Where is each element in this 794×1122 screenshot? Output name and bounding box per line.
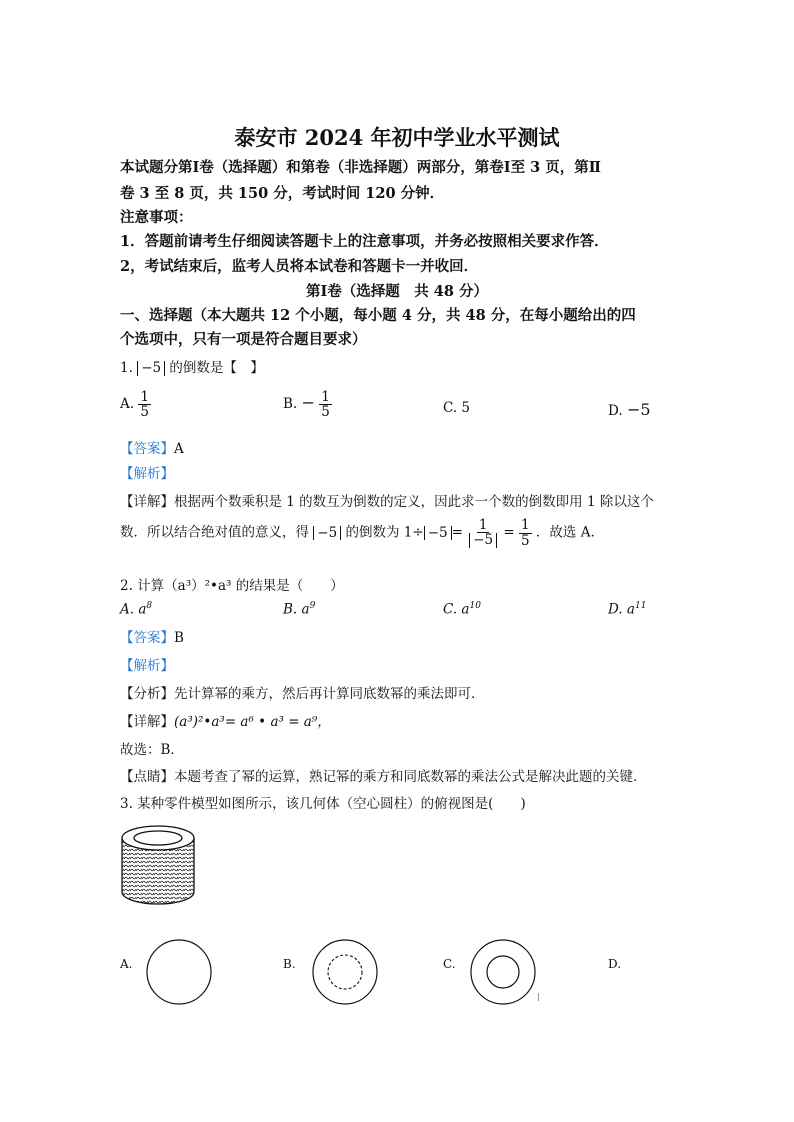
q1-option-b-fraction [319,390,332,419]
calc-abs-value: −5 [424,526,452,541]
hollow-cylinder-figure [118,820,198,910]
option-label: D. a [608,601,635,618]
q1-option-d-value: −5 [626,400,651,419]
q3-stem: 3. 某种零件模型如图所示，该几何体（空心圆柱）的俯视图是( ) [120,796,526,812]
q2-option-a [120,601,152,618]
exponent: 8 [146,601,153,611]
answer-tag: 【答案】 [120,630,174,646]
q2-answer [120,626,184,646]
q3-option-a-label: A. [120,957,133,971]
q2-option-b [283,601,315,618]
q2-detail [120,710,331,730]
minus-sign: − [301,393,315,413]
q1-option-a-fraction [138,390,151,419]
fraction-numerator: 1 [478,517,488,533]
fraction-denominator: 5 [140,404,149,421]
q1-stem-tail: 的倒数是【 】 [169,360,264,376]
option-label: A. a [120,601,147,618]
fraction-denominator: −5 [469,533,497,548]
note-1: 1．答题前请考生仔细阅读答题卡上的注意事项，并务必按照相关要求作答． [120,233,609,250]
q1-option-b [283,390,332,419]
calc-fraction [467,518,499,548]
equals-sign: = [451,524,463,541]
q1-number: 1. [120,360,133,376]
scan-mark [538,993,539,1001]
q1-option-c: C. 5 [443,400,471,416]
q1-detail-line-2 [120,518,595,548]
notes-heading: 注意事项： [120,209,193,226]
dianjing-text: 本题考查了幂的运算，熟记幂的乘方和同底数幂的乘法公式是解决此题的关键． [174,769,647,785]
dianjing-tag: 【点睛】 [120,769,174,785]
note-2: 2，考试结束后，监考人员将本试卷和答题卡一并收回． [120,258,479,275]
fraction-numerator: 1 [321,389,330,405]
q2-dianjing [120,765,647,785]
exponent: 10 [469,601,481,611]
q1-option-a [120,390,151,419]
q1-option-a-label: A. [120,396,135,413]
answer-value: A [174,441,184,457]
detail-formula: (a³)²•a³= a⁶ • a³ = a⁹， [174,714,331,730]
q3-option-b-label: B. [283,957,296,971]
q2-option-d [608,601,646,618]
q1-option-b-label: B. [283,396,298,413]
q3-option-c-circles [468,937,538,1007]
q1-analysis-tag: 【解析】 [120,466,174,482]
fenxi-text: 先计算幂的乘方，然后再计算同底数幂的乘法即可． [174,686,485,702]
q2-analysis-tag: 【解析】 [120,658,174,674]
fraction-denominator: 5 [521,532,530,549]
detail-text: 根据两个数乘积是 1 的数互为倒数的定义，因此求一个数的倒数即用 1 除以这个 [174,494,654,510]
section-title: 第Ⅰ卷（选择题 共 48 分） [305,283,489,300]
q2-option-c [443,601,481,618]
part-line-1: 一、选择题（本大题共 12 个小题，每小题 4 分，共 48 分，在每小题给出的四 [120,307,636,324]
q1-option-d-label: D. [608,403,623,419]
q1-answer [120,437,184,457]
intro-line-2: 卷 3 至 8 页，共 150 分，考试时间 120 分钟． [120,185,445,202]
exponent: 9 [309,601,316,611]
q1-abs-value: −5 [137,361,165,376]
intro-line-1: 本试题分第Ⅰ卷（选择题）和第卷（非选择题）两部分，第卷Ⅰ至 3 页，第Ⅱ [120,159,601,176]
page-title: 泰安市 2024 年初中学业水平测试 [234,125,560,150]
detail-tag: 【详解】 [120,714,174,730]
calc-division: 1÷ [403,524,424,541]
answer-tag: 【答案】 [120,441,174,457]
detail-text-2: 的倒数为 [345,524,400,541]
q3-option-c-label: C. [443,957,456,971]
part-line-2: 个选项中，只有一项是符合题目要求） [120,331,367,348]
answer-value: B [174,630,184,646]
fraction-denominator: 5 [321,404,330,421]
detail-tag: 【详解】 [120,494,174,510]
q3-option-d-label: D. [608,957,622,971]
equals-sign: = [503,524,515,541]
q1-stem [120,356,264,376]
fraction-numerator: 1 [521,517,530,534]
fenxi-tag: 【分析】 [120,686,174,702]
option-label: C. a [443,601,470,618]
q2-stem: 2. 计算（a³）²•a³ 的结果是（ ） [120,578,344,594]
q3-option-a-circle [144,937,214,1007]
detail-abs-value: −5 [313,526,341,541]
q1-option-d [608,400,651,419]
option-label: B. a [283,601,310,618]
result-fraction [519,518,532,547]
q3-option-b-circles [310,937,380,1007]
q2-fenxi [120,682,485,702]
detail-text: 数．所以结合绝对值的意义，得 [120,524,309,541]
fraction-numerator: 1 [140,389,149,405]
q1-detail-line-1 [120,490,654,510]
detail-end: ．故选 A. [535,524,595,541]
exponent: 11 [634,601,647,611]
q2-conclusion: 故选：B． [120,742,184,758]
